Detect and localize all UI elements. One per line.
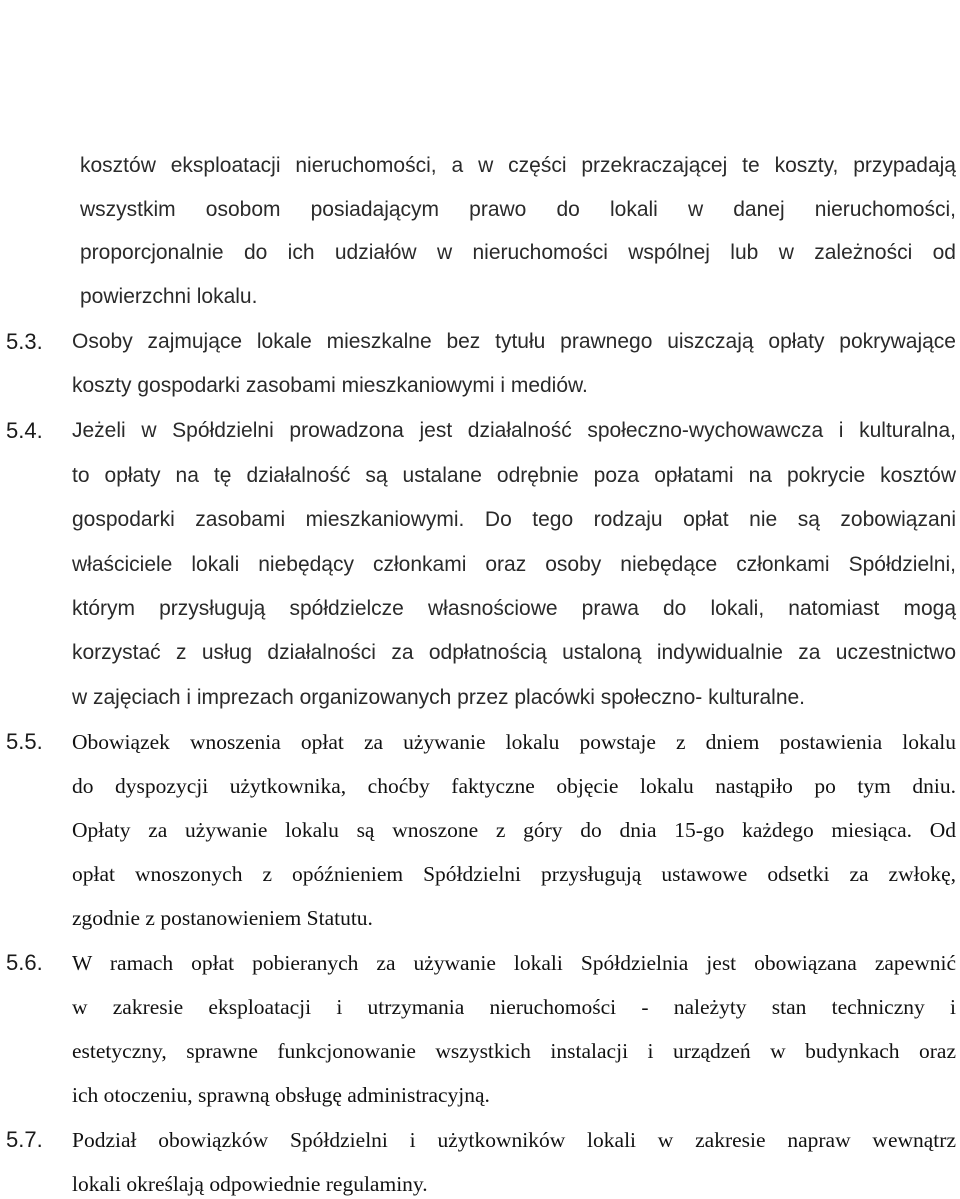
text-line: którym przysługują spółdzielcze własnościowe prawa do lokali, natomiast mogą [72, 597, 956, 620]
text-line: w zajęciach i imprezach organizowanych przez placówki społeczno- kulturalne. [72, 686, 806, 709]
text-line: właściciele lokali niebędący członkami oraz osoby niebędące członkami Spółdzielni, [72, 553, 956, 576]
text-line: korzystać z usług działalności za odpłatnością ustaloną indywidualnie za uczestnictwo [72, 641, 956, 664]
text-line: opłat wnoszonych z opóźnieniem Spółdzielni przysługują ustawowe odsetki za zwłokę, [72, 862, 956, 886]
text-line: w zakresie eksploatacji i utrzymania nieruchomości - należyty stan techniczny i [72, 995, 956, 1019]
section-number: 5.5. [6, 729, 43, 754]
section-number: 5.6. [6, 950, 43, 975]
text-line: estetyczny, sprawne funkcjonowanie wszystkich instalacji i urządzeń w budynkach oraz [72, 1039, 956, 1063]
text-line: lokali określają odpowiednie regulaminy. [72, 1172, 428, 1196]
text-line: koszty gospodarki zasobami mieszkaniowymi i mediów. [72, 374, 588, 397]
text-line: ich otoczeniu, sprawną obsługę administracyjną. [72, 1083, 490, 1107]
section-number: 5.4. [6, 418, 43, 443]
text-line: Osoby zajmujące lokale mieszkalne bez tytułu prawnego uiszczają opłaty pokrywające [72, 330, 956, 353]
text-line: zgodnie z postanowieniem Statutu. [72, 906, 373, 930]
text-line: W ramach opłat pobieranych za używanie lokali Spółdzielnia jest obowiązana zapewnić [72, 951, 956, 975]
text-line: Opłaty za używanie lokalu są wnoszone z góry do dnia 15-go każdego miesiąca. Od [72, 818, 956, 842]
text-line: Jeżeli w Spółdzielni prowadzona jest działalność społeczno-wychowawcza i kulturalna, [72, 419, 956, 442]
text-line: wszystkim osobom posiadającym prawo do lokali w danej nieruchomości, [80, 198, 956, 221]
text-line: gospodarki zasobami mieszkaniowymi. Do tego rodzaju opłat nie są zobowiązani [72, 508, 956, 531]
text-line: proporcjonalnie do ich udziałów w nieruchomości wspólnej lub w zależności od [80, 241, 956, 264]
text-line: do dyspozycji użytkownika, choćby faktyczne objęcie lokalu nastąpiło po tym dniu. [72, 774, 956, 798]
text-line: Obowiązek wnoszenia opłat za używanie lokalu powstaje z dniem postawienia lokalu [72, 730, 956, 754]
text-line: powierzchni lokalu. [80, 285, 258, 308]
section-number: 5.3. [6, 329, 43, 354]
section-number: 5.7. [6, 1127, 43, 1152]
text-line: kosztów eksploatacji nieruchomości, a w części przekraczającej te koszty, przypadają [80, 154, 956, 177]
text-line: Podział obowiązków Spółdzielni i użytkowników lokali w zakresie napraw wewnątrz [72, 1128, 956, 1152]
text-line: to opłaty na tę działalność są ustalane odrębnie poza opłatami na pokrycie kosztów [72, 464, 956, 487]
